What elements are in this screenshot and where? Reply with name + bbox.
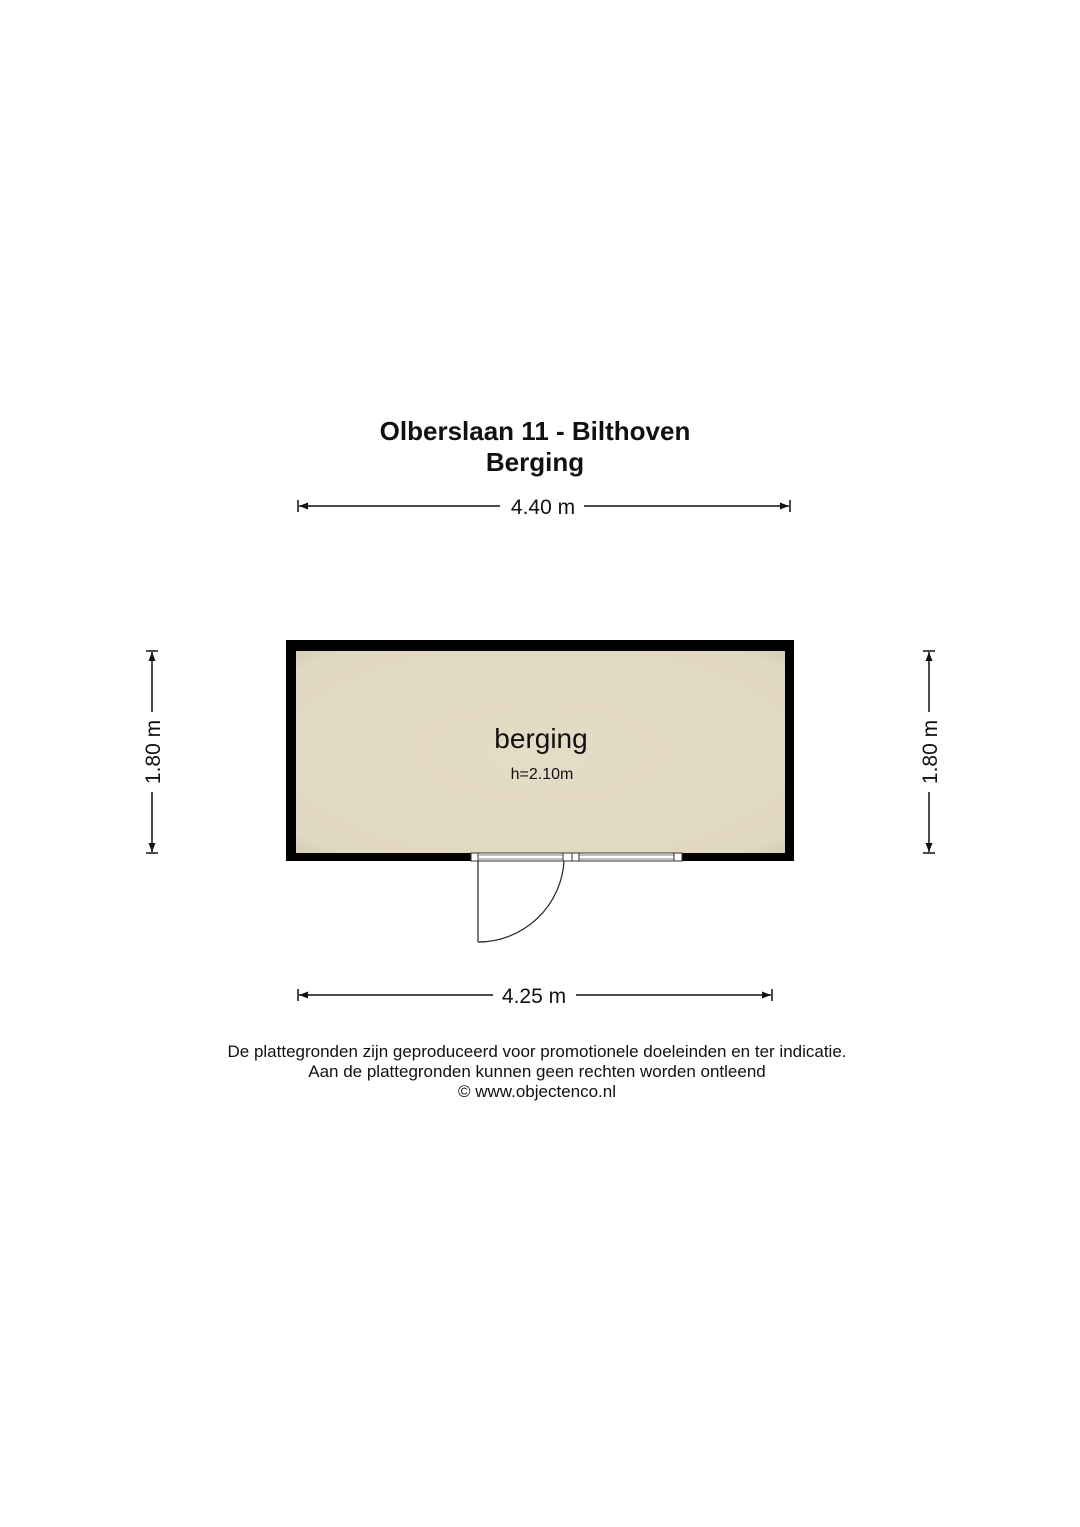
dimension-bottom	[298, 985, 772, 1008]
dimension-bottom-label: 4.25 m	[501, 985, 567, 1008]
dimension-right-label: 1.80 m	[919, 719, 942, 785]
dimension-top	[298, 496, 790, 519]
disclaimer	[0, 1042, 1074, 1102]
plan-subtitle: Berging	[485, 447, 585, 477]
room-name: berging	[494, 723, 588, 754]
dimension-left-label: 1.80 m	[142, 719, 165, 785]
window-frame	[572, 853, 682, 861]
dimension-top-label: 4.40 m	[510, 496, 576, 519]
room-height: h=2.10m	[510, 766, 574, 783]
door-swing-arc	[478, 861, 564, 942]
disclaimer-line-2: Aan de plattegronden kunnen geen rechten worden ontleend	[308, 1062, 766, 1081]
door-window-opening	[471, 853, 682, 942]
dimension-left	[142, 651, 165, 853]
disclaimer-copyright: © www.objectenco.nl	[457, 1082, 617, 1101]
dimension-right	[919, 651, 942, 853]
plan-title: Olberslaan 11 - Bilthoven	[379, 416, 691, 446]
disclaimer-line-1: De plattegronden zijn geproduceerd voor promotionele doeleinden en ter indicatie.	[227, 1042, 847, 1061]
room-berging	[286, 640, 794, 861]
door-frame	[471, 853, 572, 861]
